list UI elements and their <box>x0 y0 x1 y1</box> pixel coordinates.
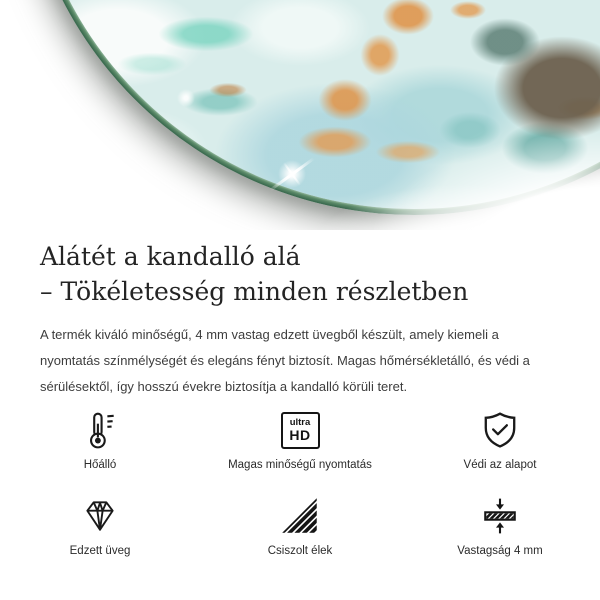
feature-tempered-glass <box>0 496 200 582</box>
title-line-1: Alátét a kandalló alá <box>40 242 301 271</box>
features-grid <box>0 410 600 582</box>
sparkle-icon <box>264 146 320 202</box>
feature-label: Csiszolt élek <box>267 545 333 557</box>
feature-label: Hőálló <box>83 459 117 471</box>
shield-check-icon <box>480 410 520 450</box>
feature-polished-edges <box>200 496 400 582</box>
glint-icon <box>176 88 196 108</box>
thickness-icon <box>480 496 520 536</box>
feature-label: Edzett üveg <box>69 545 131 557</box>
polished-edge-icon <box>280 496 320 536</box>
feature-heat-resistant <box>0 410 200 496</box>
product-photo <box>0 0 600 230</box>
feature-print-quality <box>200 410 400 496</box>
thermometer-icon <box>80 410 120 450</box>
feature-protects-base <box>400 410 600 496</box>
feature-label: Védi az alapot <box>463 459 537 471</box>
feature-thickness <box>400 496 600 582</box>
product-description: A termék kiváló minőségű, 4 mm vastag edzett üvegből készült, amely kiemeli a nyomtatás színmélységét és elegáns fényt biztosít. Magas hőmérsékletálló, és védi a sérülésektől, így hosszú évekre biztosítja a kandalló körüli teret. <box>40 327 530 394</box>
feature-label: Magas minőségű nyomtatás <box>228 459 372 471</box>
ultra-hd-icon: ultra HD <box>281 412 320 449</box>
page-title <box>40 239 560 309</box>
title-line-2: – Tökéletesség minden részletben <box>40 277 469 306</box>
feature-label: Vastagság 4 mm <box>457 545 543 557</box>
diamond-icon <box>80 496 120 536</box>
